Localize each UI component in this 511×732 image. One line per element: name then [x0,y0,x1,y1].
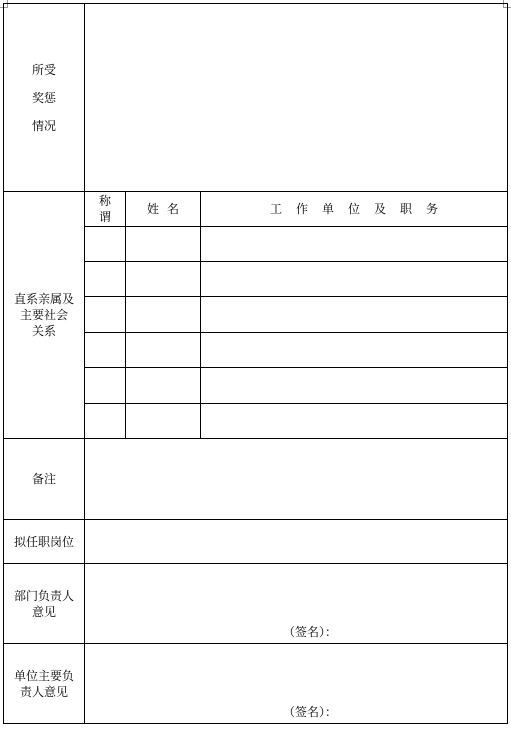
dept-opinion-field[interactable] [85,564,508,644]
relation-unit-cell[interactable] [201,404,508,439]
unit-opinion-label [4,644,85,724]
relation-name-cell[interactable] [126,297,201,333]
remarks-row [4,439,508,520]
col-header-title-line: 谓 [98,210,111,224]
relation-title-cell[interactable] [85,404,126,439]
position-field[interactable] [85,520,508,564]
col-header-name: 姓名 [126,192,201,227]
relations-label-line: 关系 [31,324,56,338]
registration-form-table [3,3,508,724]
relation-title-cell[interactable] [85,368,126,404]
relations-label-line: 直系亲属及 [13,292,74,306]
remarks-label: 备注 [4,439,85,520]
dept-opinion-label-line: 意见 [31,604,56,619]
awards-label-line: 奖惩 [31,90,56,105]
position-row [4,520,508,564]
col-header-unit: 工作单位及职务 [201,192,508,227]
col-header-title-line: 称 [98,194,111,208]
unit-opinion-field[interactable] [85,644,508,724]
awards-label [4,4,85,192]
unit-opinion-label-line: 单位主要负 [13,668,74,683]
dept-opinion-label [4,564,85,644]
awards-field[interactable] [85,4,508,192]
relation-unit-cell[interactable] [201,297,508,333]
position-label: 拟任职岗位 [4,520,85,564]
awards-row [4,4,508,192]
unit-opinion-label-line: 责人意见 [19,684,68,699]
relation-title-cell[interactable] [85,333,126,368]
relations-header-row [4,192,508,227]
unit-opinion-row [4,644,508,724]
relation-name-cell[interactable] [126,262,201,297]
unit-signature-label: （签名）： [283,705,338,719]
relation-unit-cell[interactable] [201,262,508,297]
dept-opinion-row [4,564,508,644]
relation-name-cell[interactable] [126,333,201,368]
dept-opinion-label-line: 部门负责人 [13,588,74,603]
relation-title-cell[interactable] [85,262,126,297]
awards-label-line: 情况 [31,118,56,133]
relation-title-cell[interactable] [85,297,126,333]
relations-label-line: 主要社会 [19,308,68,322]
relation-title-cell[interactable] [85,227,126,262]
relation-name-cell[interactable] [126,368,201,404]
relation-unit-cell[interactable] [201,227,508,262]
relations-label [4,192,85,439]
remarks-field[interactable] [85,439,508,520]
relation-unit-cell[interactable] [201,333,508,368]
awards-label-line: 所受 [31,62,56,77]
col-header-title [85,192,126,227]
relation-name-cell[interactable] [126,404,201,439]
relation-name-cell[interactable] [126,227,201,262]
relation-unit-cell[interactable] [201,368,508,404]
dept-signature-label: （签名）： [283,625,338,639]
